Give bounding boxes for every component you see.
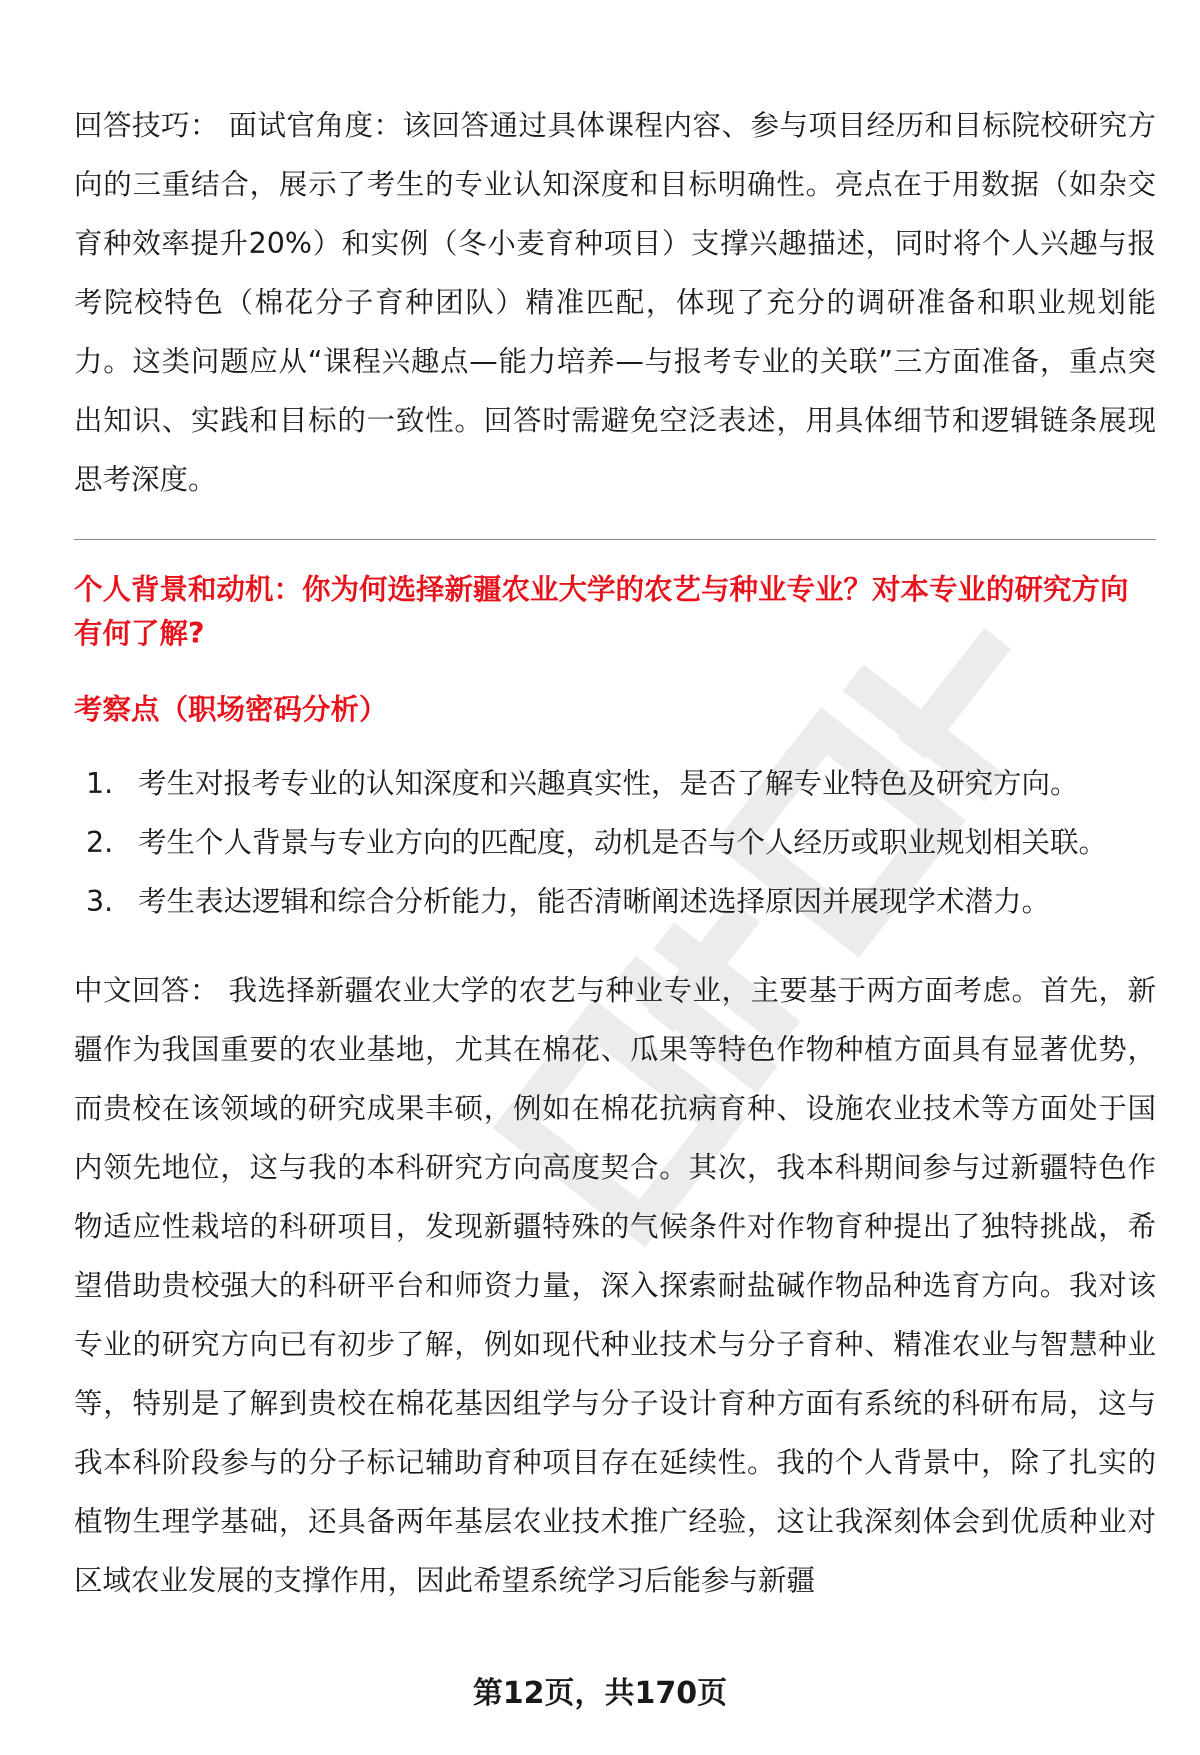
list-item-text: 考生个人背景与专业方向的匹配度，动机是否与个人经历或职业规划相关联。 [138, 826, 1108, 859]
assessment-points-heading: 考察点（职场密码分析） [74, 693, 388, 726]
list-item [74, 754, 1156, 813]
answer-tip-paragraph: 回答技巧： 面试官角度：该回答通过具体课程内容、参与项目经历和目标院校研究方向的三重结合，展示了考生的专业认知深度和目标明确性。亮点在于用数据（如杂交育种效率提升20%）和实例（冬小麦育种项目）支撑兴趣描述，同时将个人兴趣与报考院校特色（棉花分子育种团队）精准匹配，体现了充分的调研准备和职业规划能力。这类问题应从“课程兴趣点—能力培养—与报考专业的关联”三方面准备，重点突出知识、实践和目标的一致性。回答时需避免空泛表述，用具体细节和逻辑链条展现思考深度。 [74, 109, 1156, 496]
list-item-text: 考生对报考专业的认知深度和兴趣真实性，是否了解专业特色及研究方向。 [138, 767, 1079, 800]
chinese-answer-paragraph: 中文回答： 我选择新疆农业大学的农艺与种业专业，主要基于两方面考虑。首先，新疆作为我国重要的农业基地，尤其在棉花、瓜果等特色作物种植方面具有显著优势，而贵校在该领域的研究成果丰硕，例如在棉花抗病育种、设施农业技术等方面处于国内领先地位，这与我的本科研究方向高度契合。其次，我本科期间参与过新疆特色作物适应性栽培的科研项目，发现新疆特殊的气候条件对作物育种提出了独特挑战，希望借助贵校强大的科研平台和师资力量，深入探索耐盐碱作物品种选育方向。我对该专业的研究方向已有初步了解，例如现代种业技术与分子育种、精准农业与智慧种业等，特别是了解到贵校在棉花基因组学与分子设计育种方面有系统的科研布局，这与我本科阶段参与的分子标记辅助育种项目存在延续性。我的个人背景中，除了扎实的植物生理学基础，还具备两年基层农业技术推广经验，这让我深刻体会到优质种业对区域农业发展的支撑作用，因此希望系统学习后能参与新疆 [74, 974, 1156, 1597]
list-item [74, 872, 1156, 931]
list-item [74, 813, 1156, 872]
assessment-points-list [74, 754, 1156, 931]
list-item-number: 2. [86, 826, 114, 859]
section-divider [74, 539, 1156, 540]
list-item-number: 3. [86, 885, 114, 918]
page-number-footer: 第12页，共170页 [472, 1676, 728, 1711]
document-page [74, 96, 1156, 1610]
list-item-text: 考生表达逻辑和综合分析能力，能否清晰阐述选择原因并展现学术潜力。 [138, 885, 1051, 918]
list-item-number: 1. [86, 767, 114, 800]
question-heading: 个人背景和动机：你为何选择新疆农业大学的农艺与种业专业？对本专业的研究方向有何了解? [74, 573, 1129, 650]
